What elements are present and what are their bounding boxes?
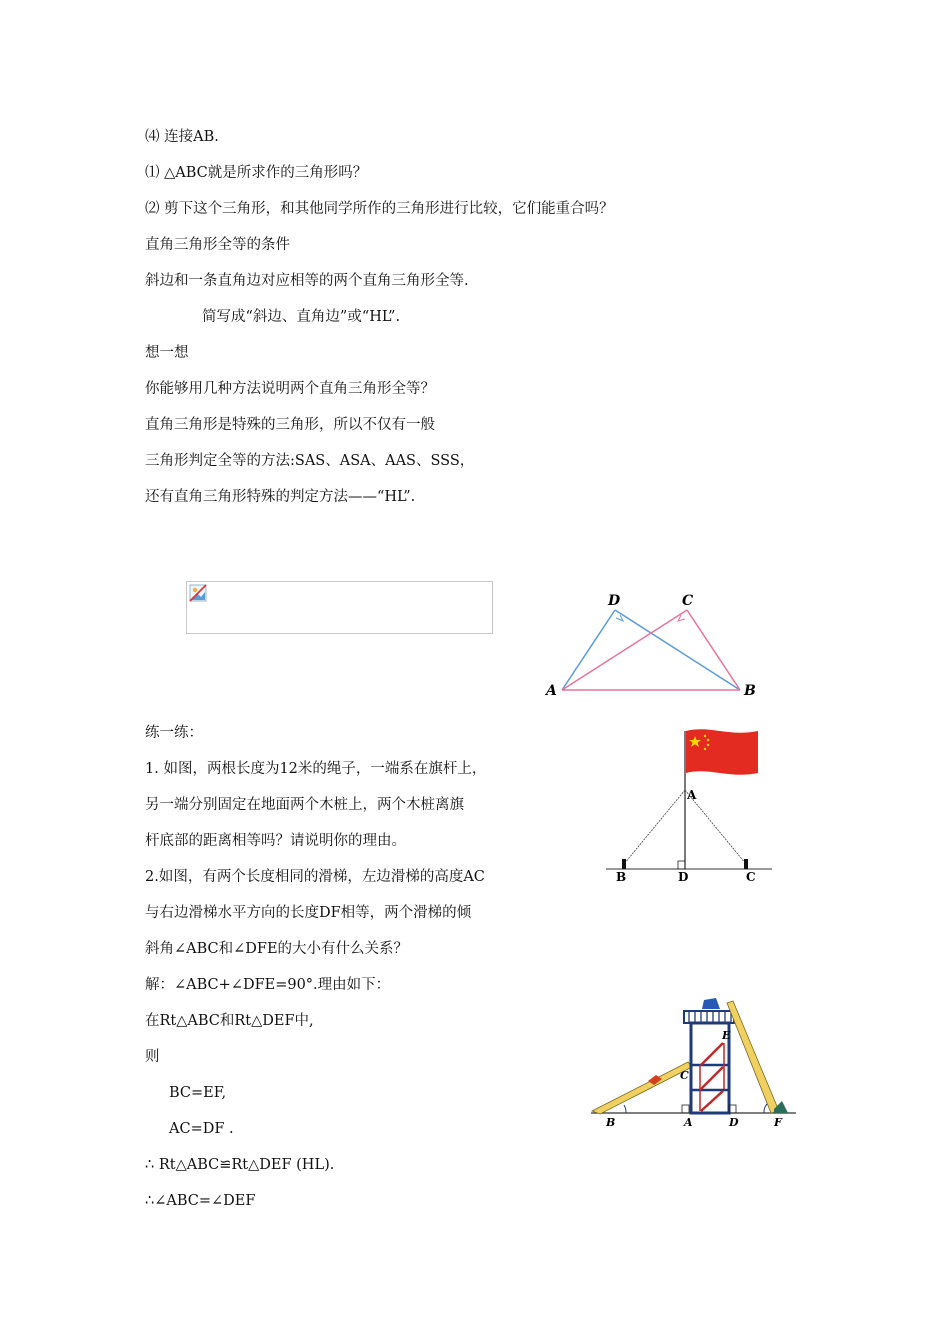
problem-2-line-1: 2.如图，有两个长度相同的滑梯，左边滑梯的高度AC [145,869,485,885]
label-F: F [774,1116,782,1129]
problem-1-line-2: 另一端分别固定在地面两个木桩上，两个木桩离旗 [145,797,464,813]
label-C: C [746,870,756,884]
step-4-text: ⑷ 连接AB. [145,129,219,145]
label-A: A [684,1116,693,1129]
label-A: A [687,788,697,802]
flag [686,729,758,774]
conclusion-angles: ∴∠ABC=∠DEF [145,1193,256,1209]
solution-line-1: 解：∠ABC+∠DFE=90°.理由如下： [145,977,391,993]
question-1-text: ⑴ △ABC就是所求作的三角形吗？ [145,165,368,181]
problem-2-line-2: 与右边滑梯水平方向的长度DF相等，两个滑梯的倾 [145,905,472,921]
section-heading: 直角三角形全等的条件 [145,237,290,253]
label-C: C [682,593,694,609]
slides-figure [588,993,803,1133]
label-D: D [678,870,689,884]
broken-image-placeholder [186,581,493,634]
label-E: E [722,1029,731,1042]
label-B: B [616,870,627,884]
question-2-text: ⑵ 剪下这个三角形，和其他同学所作的三角形进行比较，它们能重合吗？ [145,201,614,217]
problem-1-line-1: 1. 如图，两根长度为12米的绳子，一端系在旗杆上， [145,761,487,777]
solution-line-2: 在Rt△ABC和Rt△DEF中, [145,1013,314,1029]
solution-line-3: 则 [145,1049,160,1065]
hl-theorem-text: 斜边和一条直角边对应相等的两个直角三角形全等. [145,273,469,289]
label-C: C [680,1069,689,1082]
think-heading: 想一想 [145,345,189,361]
think-line-2: 三角形判定全等的方法:SAS、ASA、AAS、SSS， [145,453,475,469]
broken-image-icon [189,584,207,602]
label-D: D [729,1116,739,1129]
practice-heading: 练一练： [145,725,203,741]
problem-1-line-3: 杆底部的距离相等吗？请说明你的理由。 [145,833,406,849]
think-line-3: 还有直角三角形特殊的判定方法——“HL”. [145,489,416,505]
label-A: A [546,683,557,699]
hl-abbreviation-text: 简写成“斜边、直角边”或“HL”. [202,309,401,325]
flagpole-figure [600,725,780,890]
condition-bc-ef: BC=EF, [169,1085,227,1101]
problem-2-line-3: 斜角∠ABC和∠DFE的大小有什么关系？ [145,941,409,957]
label-D: D [608,593,621,609]
label-B: B [606,1116,616,1129]
label-B: B [744,683,756,699]
conclusion-congruent: ∴ Rt△ABC≌Rt△DEF (HL). [145,1157,335,1173]
think-question: 你能够用几种方法说明两个直角三角形全等？ [145,381,435,397]
hl-triangles-figure [540,588,765,703]
condition-ac-df: AC=DF . [169,1121,234,1137]
think-line-1: 直角三角形是特殊的三角形，所以不仅有一般 [145,417,435,433]
